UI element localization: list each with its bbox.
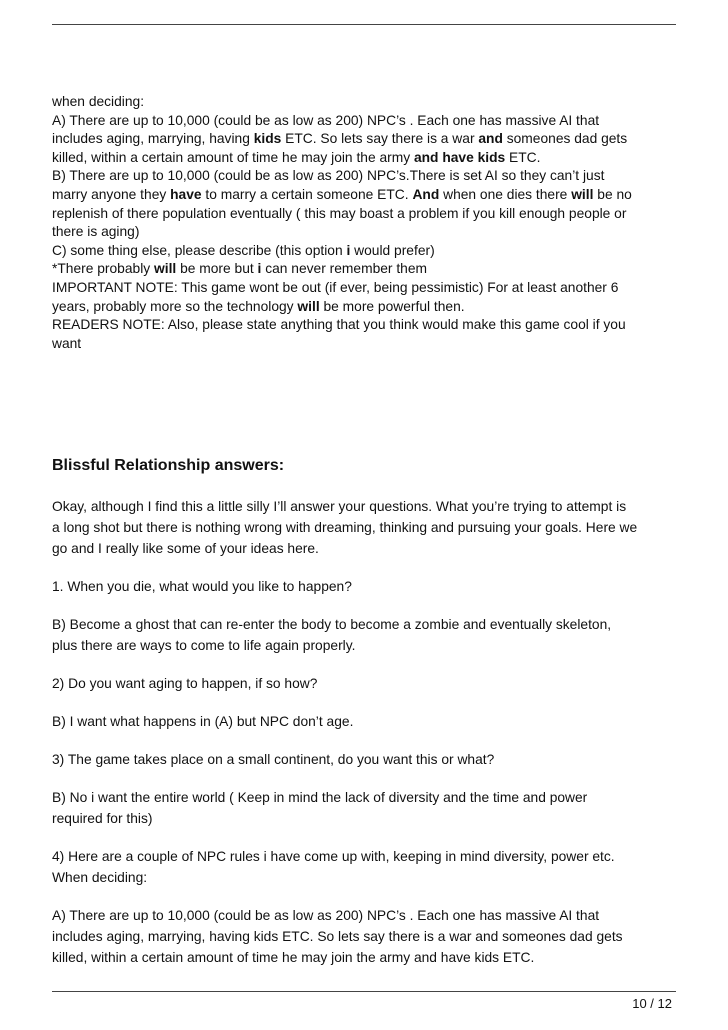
text-line xyxy=(52,316,678,335)
text-segment: can never remember them xyxy=(261,261,428,277)
text-line xyxy=(52,205,678,224)
text-segment: replenish of there population eventually ( this may boast a problem if you kill enough people or xyxy=(52,205,627,221)
question-continuation xyxy=(52,93,678,353)
text-line xyxy=(52,167,678,186)
bold-text: will xyxy=(571,186,594,202)
text-segment: years, probably more so the technology xyxy=(52,298,298,314)
bold-text: and have kids xyxy=(413,149,506,165)
answer-2: B) I want what happens in (A) but NPC don’t age. xyxy=(52,714,354,729)
question-4-line: 4) Here are a couple of NPC rules i have come up with, keeping in mind diversity, power etc. xyxy=(52,849,615,864)
bold-text: have xyxy=(170,186,202,202)
text-segment: when deciding: xyxy=(52,94,145,109)
text-segment: ETC. So lets say there is a war xyxy=(281,131,479,147)
text-segment: be no xyxy=(593,186,632,202)
bold-text: kids xyxy=(253,131,282,147)
text-segment: IMPORTANT NOTE: This game wont be out (if ever, being pessimistic) For at least another 6 xyxy=(52,279,619,295)
text-line xyxy=(52,298,678,317)
answer-4-line: killed, within a certain amount of time he may join the army and have kids ETC. xyxy=(52,950,535,965)
answers-body xyxy=(52,496,678,968)
top-divider xyxy=(52,24,676,25)
bold-text: will xyxy=(297,298,320,314)
bottom-divider xyxy=(52,991,676,992)
text-segment: A) There are up to 10,000 (could be as low as 200) NPC’s . Each one has massive AI that xyxy=(52,112,600,128)
text-line xyxy=(52,279,678,298)
answer-3-line: B) No i want the entire world ( Keep in mind the lack of diversity and the time and power xyxy=(52,790,588,805)
text-segment: killed, within a certain amount of time he may join the army xyxy=(52,149,414,165)
text-segment: *There probably xyxy=(52,261,155,277)
answer-1-line: plus there are ways to come to life again properly. xyxy=(52,638,356,653)
question-2: 2) Do you want aging to happen, if so how? xyxy=(52,676,318,691)
text-line xyxy=(52,260,678,279)
text-segment: ETC. xyxy=(505,149,541,165)
text-segment: READERS NOTE: Also, please state anything that you think would make this game cool if you xyxy=(52,317,626,333)
question-1: 1. When you die, what would you like to happen? xyxy=(52,579,352,594)
question-4-line: When deciding: xyxy=(52,870,148,885)
text-segment: be more but xyxy=(176,261,258,277)
text-segment: marry anyone they xyxy=(52,186,171,202)
text-line xyxy=(52,93,678,112)
answer-1-line: B) Become a ghost that can re-enter the body to become a zombie and eventually skeleton, xyxy=(52,617,612,632)
intro-line: Okay, although I find this a little silly I’ll answer your questions. What you’re trying to attempt is xyxy=(52,499,627,514)
text-line xyxy=(52,130,678,149)
page-number: 10 / 12 xyxy=(632,996,672,1011)
section-heading: Blissful Relationship answers: xyxy=(52,457,285,474)
text-line xyxy=(52,112,678,131)
intro-line: go and I really like some of your ideas here. xyxy=(52,541,319,556)
text-segment: there is aging) xyxy=(52,224,140,240)
text-segment: someones dad gets xyxy=(502,131,628,147)
answer-4-line: A) There are up to 10,000 (could be as low as 200) NPC’s . Each one has massive AI that xyxy=(52,908,600,923)
bold-text: will xyxy=(154,261,177,277)
text-segment: B) There are up to 10,000 (could be as low as 200) NPC’s.There is set AI so they can’t just xyxy=(52,168,605,184)
text-segment: when one dies there xyxy=(439,186,572,202)
text-segment: C) some thing else, please describe (this option xyxy=(52,242,347,258)
text-line xyxy=(52,242,678,261)
text-segment: to marry a certain someone ETC. xyxy=(201,186,413,202)
text-line xyxy=(52,335,678,354)
answer-4-line: includes aging, marrying, having kids ETC. So lets say there is a war and someones dad gets xyxy=(52,929,623,944)
intro-line: a long shot but there is nothing wrong with dreaming, thinking and pursuing your goals. Here we xyxy=(52,520,638,535)
bold-text: And xyxy=(412,186,440,202)
text-line xyxy=(52,149,678,168)
bold-text: i xyxy=(346,242,351,258)
bold-text: and xyxy=(478,131,503,147)
text-segment: want xyxy=(52,335,82,351)
bold-text: i xyxy=(257,261,262,277)
text-segment: includes aging, marrying, having xyxy=(52,131,254,147)
text-line xyxy=(52,186,678,205)
text-segment: be more powerful then. xyxy=(319,298,465,314)
answer-3-line: required for this) xyxy=(52,811,153,826)
text-segment: would prefer) xyxy=(350,242,435,258)
question-3: 3) The game takes place on a small continent, do you want this or what? xyxy=(52,752,495,767)
text-line xyxy=(52,223,678,242)
